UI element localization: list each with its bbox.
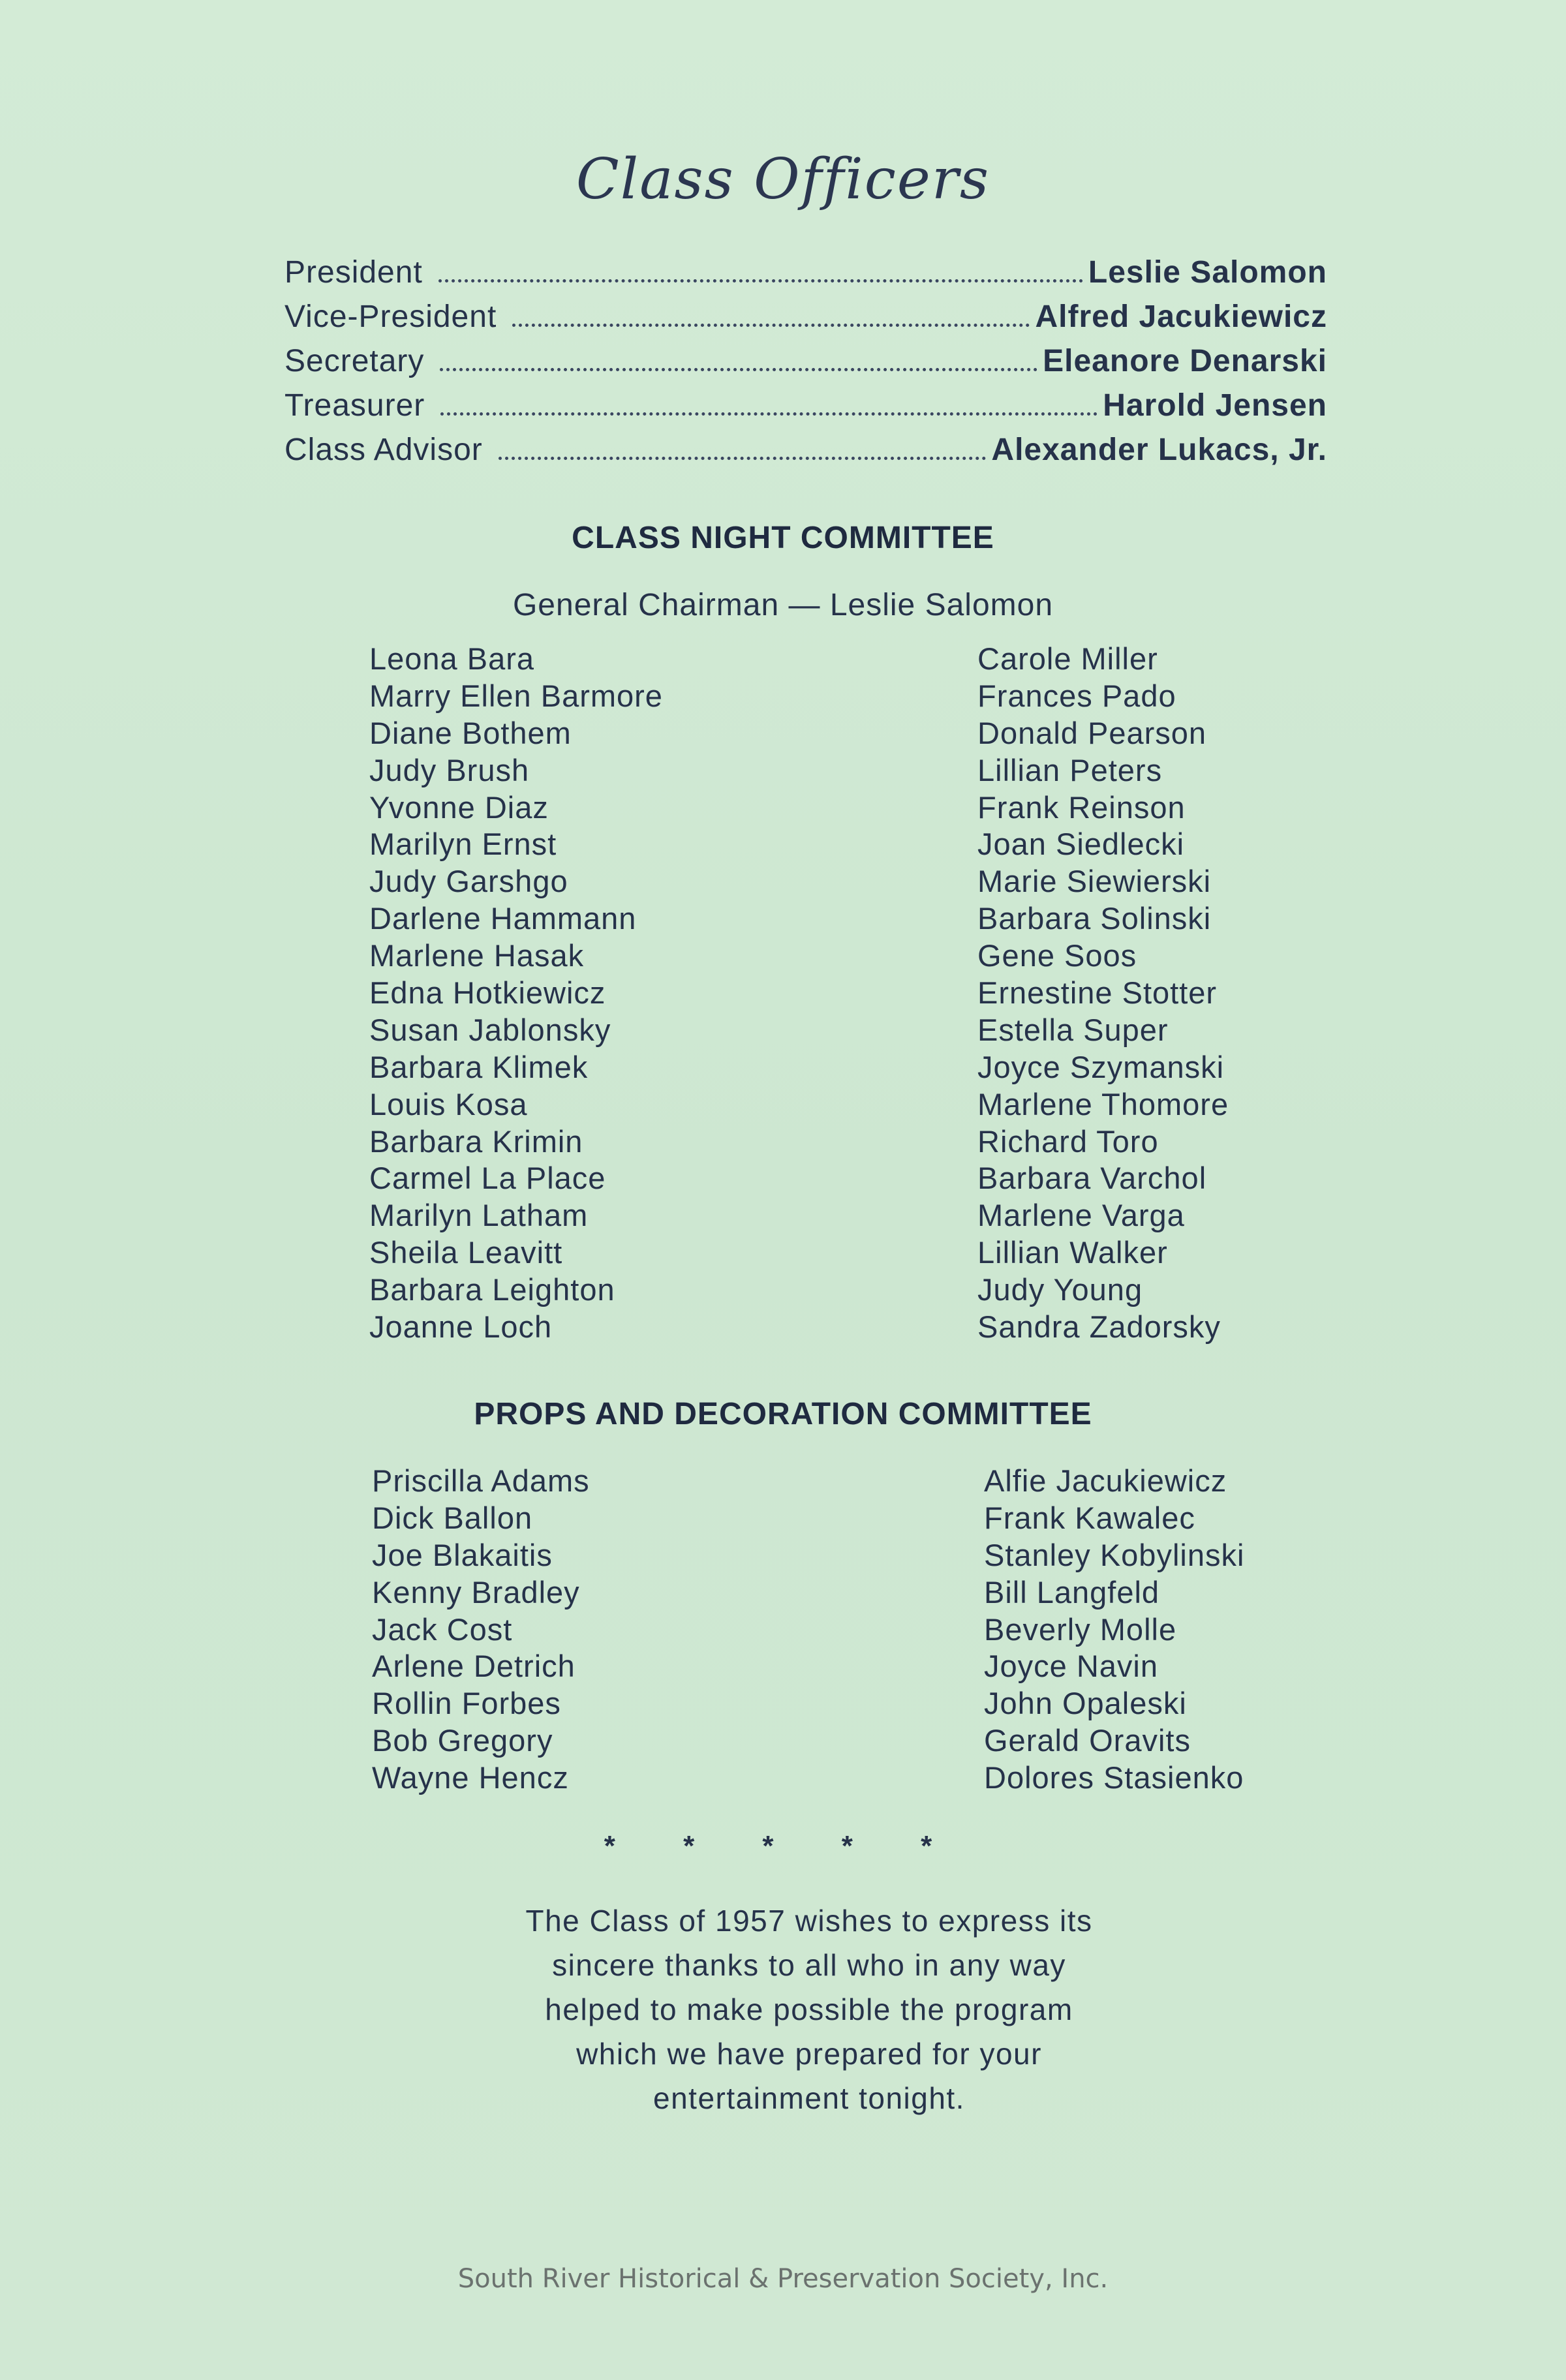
list-item: Darlene Hammann — [369, 901, 637, 936]
list-item: Marlene Thomore — [977, 1086, 1229, 1121]
list-item: Frank Reinson — [977, 789, 1186, 825]
list-item: Bill Langfeld — [984, 1574, 1160, 1610]
class-officers-heading: Class Officers — [576, 147, 990, 212]
class-night-committee-title: CLASS NIGHT COMMITTEE — [572, 521, 994, 555]
list-item: Sheila Leavitt — [369, 1235, 563, 1270]
list-item: Arlene Detrich — [372, 1649, 576, 1684]
officer-row — [284, 388, 1327, 432]
officer-row — [284, 254, 1327, 299]
thanks-line: helped to make possible the program — [545, 1992, 1073, 2026]
list-item: Beverly Molle — [984, 1611, 1177, 1647]
list-item: Marilyn Latham — [369, 1198, 589, 1233]
list-item: Frank Kawalec — [984, 1500, 1195, 1535]
list-item: Richard Toro — [977, 1123, 1159, 1159]
list-item: Stanley Kobylinski — [984, 1537, 1245, 1572]
list-item: Barbara Leighton — [369, 1272, 615, 1307]
officer-name: Harold Jensen — [1103, 388, 1327, 423]
list-item: Susan Jablonsky — [369, 1012, 611, 1047]
list-item: Kenny Bradley — [372, 1574, 580, 1610]
dot-leader — [438, 279, 1083, 282]
list-item: Yvonne Diaz — [369, 789, 549, 825]
props-right-column — [984, 1463, 1244, 1797]
dot-leader — [440, 368, 1037, 371]
thanks-line: The Class of 1957 wishes to express its — [525, 1904, 1093, 1938]
list-item: Rollin Forbes — [372, 1686, 561, 1721]
list-item: Leona Bara — [369, 641, 535, 676]
list-item: Barbara Varchol — [977, 1161, 1207, 1196]
dot-leader — [499, 457, 987, 460]
list-item: Wayne Hencz — [372, 1760, 569, 1795]
list-item: Donald Pearson — [977, 715, 1207, 750]
star-separator: * * * * * — [604, 1830, 962, 1862]
list-item: Marlene Hasak — [369, 938, 585, 973]
officer-name: Alfred Jacukiewicz — [1035, 299, 1327, 334]
officer-role: Secretary — [284, 344, 425, 378]
list-item: Joyce Navin — [984, 1649, 1158, 1684]
list-item: Priscilla Adams — [372, 1463, 590, 1498]
officer-name: Leslie Salomon — [1088, 255, 1327, 290]
list-item: Joyce Szymanski — [977, 1049, 1225, 1084]
list-item: Judy Young — [977, 1272, 1143, 1307]
list-item: Marlene Varga — [977, 1198, 1185, 1233]
officer-row — [284, 343, 1327, 388]
list-item: Dick Ballon — [372, 1500, 533, 1535]
list-item: Bob Gregory — [372, 1723, 553, 1758]
list-item: Gerald Oravits — [984, 1723, 1191, 1758]
list-item: Lillian Peters — [977, 752, 1163, 787]
officer-role: Treasurer — [284, 388, 425, 423]
officer-name: Alexander Lukacs, Jr. — [991, 433, 1327, 467]
list-item: Joe Blakaitis — [372, 1537, 553, 1572]
list-item: Sandra Zadorsky — [977, 1309, 1221, 1345]
officers-list — [284, 254, 1327, 476]
list-item: Judy Brush — [369, 752, 530, 787]
list-item: Diane Bothem — [369, 715, 572, 750]
officer-role: Class Advisor — [284, 433, 483, 467]
list-item: Frances Pado — [977, 678, 1176, 713]
list-item: Estella Super — [977, 1012, 1169, 1047]
props-committee-title: PROPS AND DECORATION COMMITTEE — [474, 1397, 1092, 1431]
dot-leader — [440, 412, 1098, 416]
list-item: Marilyn Ernst — [369, 827, 557, 862]
thanks-paragraph — [457, 1899, 1161, 2120]
class-night-left-column — [369, 641, 663, 1346]
list-item: Ernestine Stotter — [977, 975, 1218, 1011]
dot-leader — [512, 324, 1030, 327]
list-item: Barbara Solinski — [977, 901, 1212, 936]
general-chairman-line: General Chairman — Leslie Salomon — [512, 588, 1054, 622]
list-item: Marie Siewierski — [977, 864, 1212, 899]
footer-credit: South River Historical & Preservation Society, Inc. — [457, 2264, 1109, 2294]
class-night-right-column — [977, 641, 1229, 1346]
list-item: Barbara Krimin — [369, 1123, 583, 1159]
officer-row — [284, 432, 1327, 476]
list-item: Gene Soos — [977, 938, 1137, 973]
officer-name: Eleanore Denarski — [1043, 344, 1327, 378]
list-item: Joan Siedlecki — [977, 827, 1185, 862]
list-item: Barbara Klimek — [369, 1049, 589, 1084]
list-item: Carole Miller — [977, 641, 1158, 676]
list-item: Edna Hotkiewicz — [369, 975, 606, 1011]
officer-role: President — [284, 255, 423, 290]
officer-row — [284, 299, 1327, 343]
list-item: Marry Ellen Barmore — [369, 678, 663, 713]
list-item: Lillian Walker — [977, 1235, 1168, 1270]
props-left-column — [372, 1463, 590, 1797]
list-item: Judy Garshgo — [369, 864, 568, 899]
thanks-line: entertainment tonight. — [653, 2081, 965, 2115]
list-item: Alfie Jacukiewicz — [984, 1463, 1227, 1498]
list-item: Louis Kosa — [369, 1086, 528, 1121]
list-item: Carmel La Place — [369, 1161, 606, 1196]
list-item: Jack Cost — [372, 1611, 513, 1647]
list-item: Dolores Stasienko — [984, 1760, 1244, 1795]
list-item: John Opaleski — [984, 1686, 1187, 1721]
officer-role: Vice-President — [284, 299, 497, 334]
thanks-line: which we have prepared for your — [576, 2037, 1042, 2071]
list-item: Joanne Loch — [369, 1309, 553, 1345]
thanks-line: sincere thanks to all who in any way — [552, 1948, 1066, 1982]
